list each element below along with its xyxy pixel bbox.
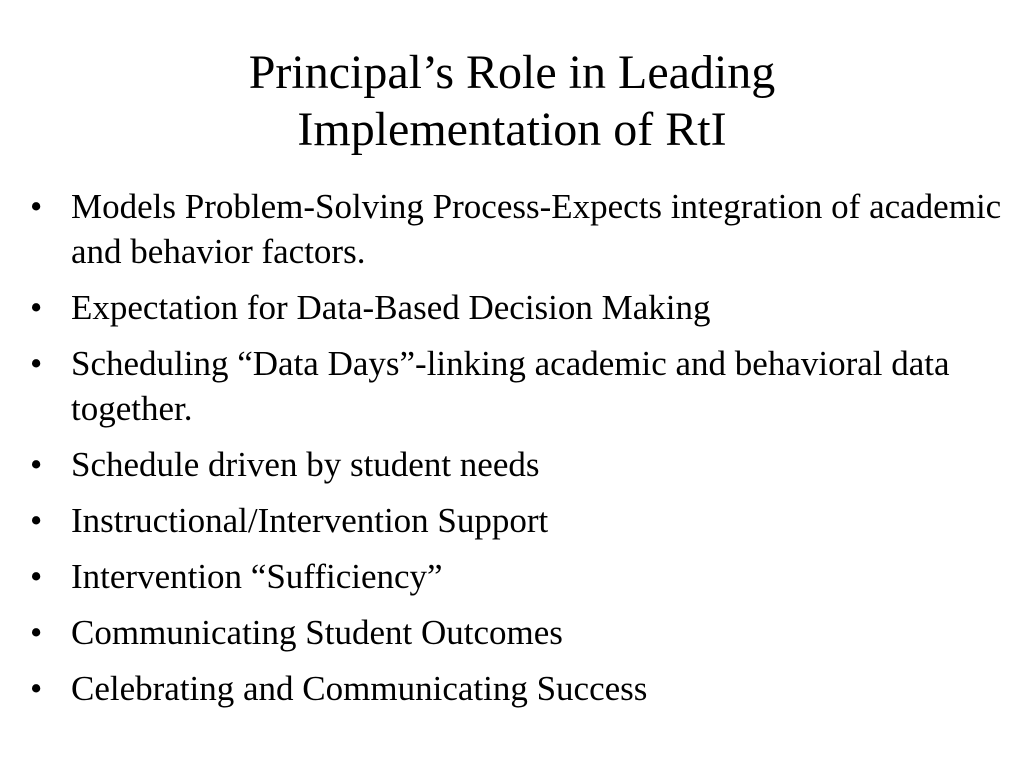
bullet-dot-icon: • (30, 288, 43, 327)
bullet-text: Expectation for Data-Based Decision Making (71, 288, 711, 327)
bullet-item (0, 498, 1010, 543)
bullet-dot-icon: • (30, 669, 43, 708)
slide-title-line-2: Implementation of RtI (297, 103, 727, 156)
bullet-text: Instructional/Intervention Support (71, 501, 549, 540)
bullet-item (0, 610, 1010, 655)
bullet-list (0, 184, 1010, 722)
bullet-text: Intervention “Sufficiency” (71, 557, 443, 596)
bullet-dot-icon: • (30, 501, 43, 540)
bullet-dot-icon: • (30, 445, 43, 484)
bullet-text: Communicating Student Outcomes (71, 613, 563, 652)
bullet-dot-icon: • (30, 344, 43, 383)
bullet-item (0, 442, 1010, 487)
bullet-text: Celebrating and Communicating Success (71, 669, 648, 708)
bullet-text: Scheduling “Data Days”-linking academic and behavioral data together. (71, 344, 950, 428)
bullet-item (0, 184, 1010, 274)
bullet-dot-icon: • (30, 613, 43, 652)
bullet-item (0, 666, 1010, 711)
bullet-item (0, 554, 1010, 599)
bullet-text: Schedule driven by student needs (71, 445, 540, 484)
bullet-text: Models Problem-Solving Process-Expects integration of academic and behavior factors. (71, 187, 1002, 271)
bullet-dot-icon: • (30, 187, 43, 226)
slide-title-line-1: Principal’s Role in Leading (248, 46, 776, 99)
bullet-item (0, 285, 1010, 330)
bullet-dot-icon: • (30, 557, 43, 596)
slide-title (0, 44, 1024, 158)
bullet-item (0, 341, 1010, 431)
